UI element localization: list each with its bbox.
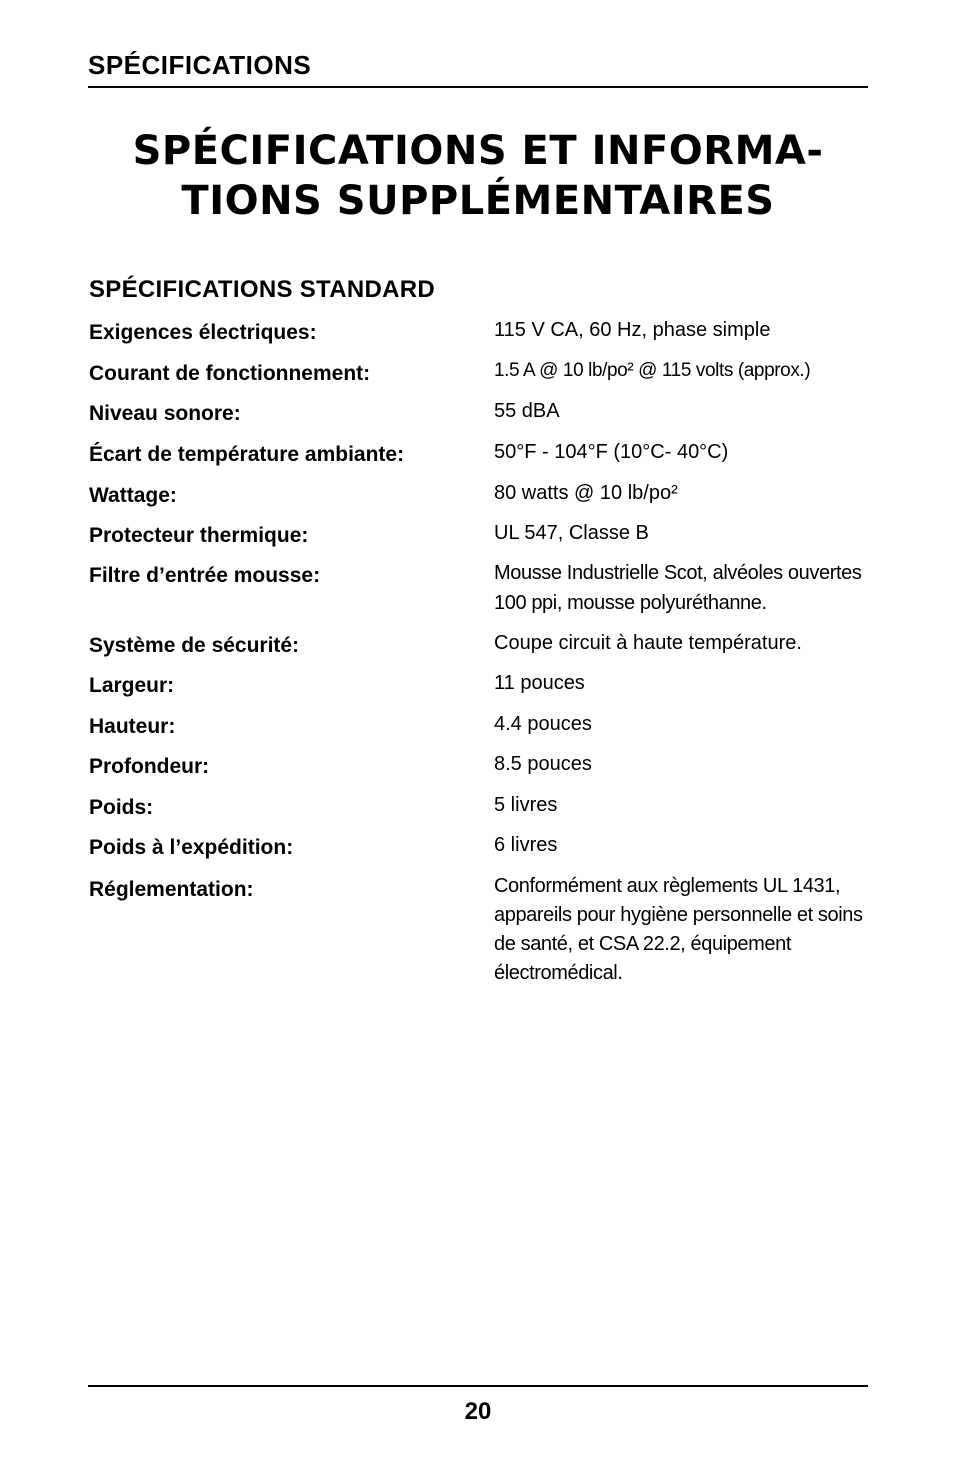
spec-label: Largeur:: [89, 674, 175, 697]
spec-label: Poids:: [89, 796, 154, 819]
spec-value: Mousse Industrielle Scot, alvéoles ouvertes 100 ppi, mousse polyuréthanne.: [494, 562, 862, 614]
spec-label: Courant de fonctionnement:: [89, 362, 371, 385]
spec-value: Coupe circuit à haute température.: [494, 632, 802, 654]
spec-label: Réglementation:: [89, 878, 254, 901]
footer-rule: [88, 1385, 868, 1387]
spec-label: Niveau sonore:: [89, 402, 241, 425]
page-title-line-2: TIONS SUPPLÉMENTAIRES: [181, 178, 775, 224]
spec-value: 8.5 pouces: [494, 753, 592, 775]
spec-label: Poids à l’expédition:: [89, 836, 294, 859]
spec-label: Système de sécurité:: [89, 634, 300, 657]
spec-value: 11 pouces: [494, 672, 585, 694]
spec-value: 50°F - 104°F (10°C- 40°C): [494, 441, 729, 463]
page-number: 20: [464, 1398, 492, 1425]
running-header-text: SPÉCIFICATIONS: [88, 50, 312, 80]
page-title-line-1: SPÉCIFICATIONS ET INFORMA-: [132, 128, 824, 174]
running-header: [88, 48, 868, 88]
spec-label: Wattage:: [89, 484, 177, 507]
spec-value: UL 547, Classe B: [494, 522, 649, 544]
spec-label: Profondeur:: [89, 755, 210, 778]
spec-label: Écart de température ambiante:: [89, 443, 405, 466]
spec-value: 115 V CA, 60 Hz, phase simple: [494, 319, 771, 341]
section-title: SPÉCIFICATIONS STANDARD: [89, 276, 436, 303]
spec-value: Conformément aux règlements UL 1431, appareils pour hygiène personnelle et soins de santé, et CSA 22.2, équipement électromédical.: [494, 875, 863, 984]
spec-label: Protecteur thermique:: [89, 524, 309, 547]
spec-label: Filtre d’entrée mousse:: [89, 564, 321, 587]
spec-value: 80 watts @ 10 lb/po²: [494, 482, 678, 504]
spec-label: Exigences électriques:: [89, 321, 317, 344]
spec-value: 55 dBA: [494, 400, 560, 422]
spec-value: 4.4 pouces: [494, 713, 592, 735]
spec-value: 1.5 A @ 10 lb/po² @ 115 volts (approx.): [494, 360, 811, 381]
spec-value: 6 livres: [494, 834, 558, 856]
spec-value: 5 livres: [494, 794, 558, 816]
page-title: [88, 126, 868, 226]
spec-label: Hauteur:: [89, 715, 176, 738]
